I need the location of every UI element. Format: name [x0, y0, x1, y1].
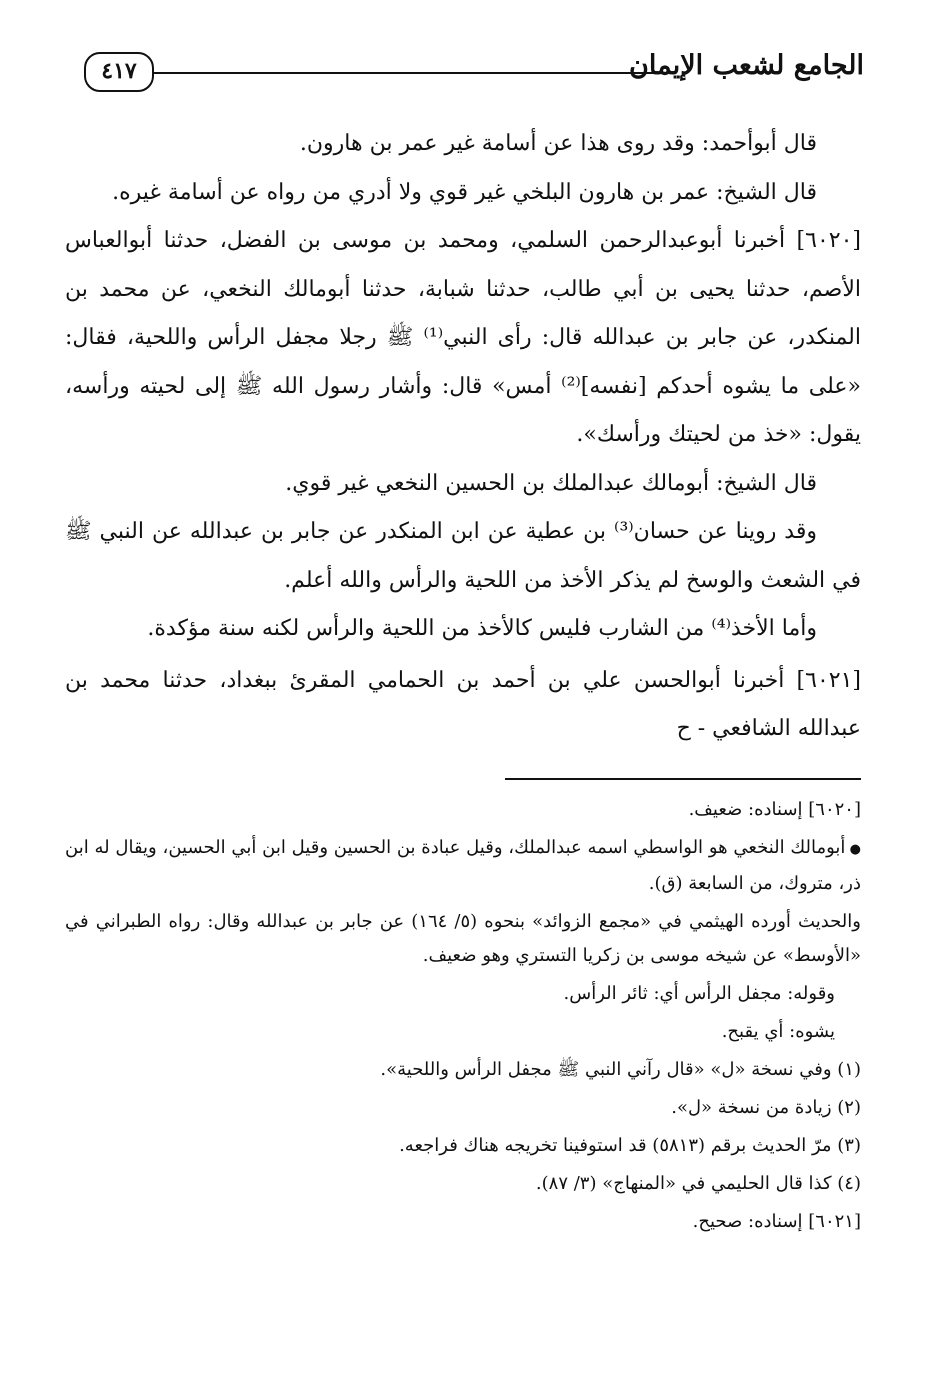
running-header [84, 42, 864, 102]
footnote-3: (٣) مرّ الحديث برقم (٥٨١٣) قد استوفينا تخريجه هناك فراجعه. [399, 1135, 861, 1156]
footnote: والحديث أورده الهيثمي في «مجمع الزوائد» بنحوه (٥/ ١٦٤) عن جابر بن عبدالله وقال: رواه الطبراني في «الأوسط» عن شيخه موسى بن زكريا التستري وهو ضعيف. [65, 911, 861, 966]
footnote-2: (٢) زيادة من نسخة «ل». [671, 1097, 861, 1118]
footnote-bullet: ● أبومالك النخعي هو الواسطي اسمه عبدالملك، وقيل عبادة بن الحسين وقيل ابن أبي الحسين، ويقال له ابن ذر، متروك، من السابعة (ق). [65, 831, 861, 901]
header-rule [154, 72, 659, 74]
paragraph: وأما الأخذ⁽⁴⁾ من الشارب فليس كالأخذ من اللحية والرأس لكنه سنة مؤكدة. [147, 616, 817, 641]
footnotes [65, 793, 861, 1243]
footnote-4: (٤) كذا قال الحليمي في «المنهاج» (٣/ ٨٧). [535, 1173, 861, 1194]
footnote: [٦٠٢١] إسناده: صحيح. [692, 1211, 861, 1232]
hadith-6020: [٦٠٢٠] أخبرنا أبوعبدالرحمن السلمي، ومحمد بن موسى بن الفضل، حدثنا أبوالعباس الأصم، حدثنا يحيى بن أبي طالب، حدثنا شبابة، حدثنا أبومالك النخعي، عن محمد بن المنكدر، عن جابر بن عبدالله قال: رأى النبي⁽¹⁾ ﷺ رجلا مجفل الرأس واللحية، فقال: «على ما يشوه أحدكم [نفسه]⁽²⁾ أمس» قال: وأشار رسول الله ﷺ إلى لحيته ورأسه، يقول: «خذ من لحيتك ورأسك». [65, 228, 861, 447]
page-number: ٤١٧ [84, 52, 154, 92]
hadith-6021: [٦٠٢١] أخبرنا أبوالحسن علي بن أحمد بن الحمامي المقرئ ببغداد، حدثنا محمد بن عبدالله الشافعي - ح [65, 667, 861, 741]
footnote: وقوله: مجفل الرأس أي: ثائر الرأس. [563, 983, 835, 1004]
footnote-separator [505, 778, 861, 780]
footnote: يشوه: أي يقبح. [721, 1021, 835, 1042]
book-title: الجامع لشعب الإيمان [629, 50, 864, 81]
paragraph: قال أبوأحمد: وقد روى هذا عن أسامة غير عمر بن هارون. [299, 131, 817, 156]
paragraph: وقد روينا عن حسان⁽³⁾ بن عطية عن ابن المنكدر عن جابر بن عبدالله عن النبي ﷺ في الشعث والوسخ لم يذكر الأخذ من اللحية والرأس والله أعلم. [65, 519, 861, 593]
footnote-1: (١) وفي نسخة «ل» «قال رآني النبي ﷺ مجفل الرأس واللحية». [380, 1059, 861, 1080]
footnote: [٦٠٢٠] إسناده: ضعيف. [688, 799, 861, 820]
paragraph: قال الشيخ: عمر بن هارون البلخي غير قوي ولا أدري من رواه عن أسامة غيره. [112, 179, 817, 205]
main-text [65, 120, 861, 754]
paragraph: قال الشيخ: أبومالك عبدالملك بن الحسين النخعي غير قوي. [285, 470, 817, 496]
